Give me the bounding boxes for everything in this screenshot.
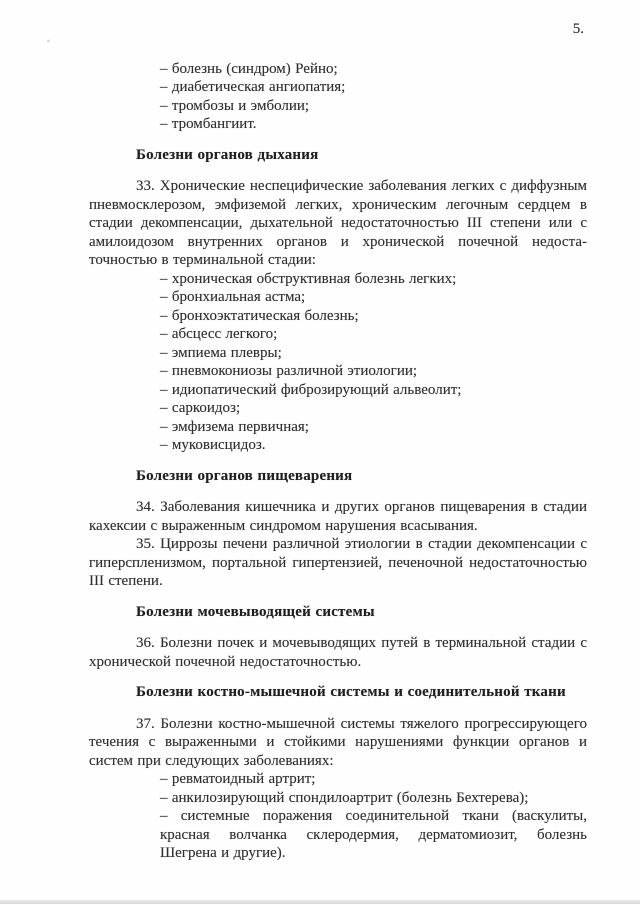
list-item: – ревматоидный артрит; <box>160 771 316 787</box>
list-item: – эмпиема плевры; <box>160 344 282 361</box>
list-item: – диабетическая ангиопатия; <box>160 79 346 95</box>
respiratory-diseases-list <box>89 270 587 455</box>
list-item: – эмфизема первичная; <box>160 418 309 435</box>
list-item: – саркоидоз; <box>160 400 241 416</box>
list-item: – бронхиальная астма; <box>160 289 306 305</box>
scan-artifact-speck <box>47 40 50 42</box>
paragraph-37: 37. Болезни костно-мышечной системы тяжелого прогрессирующего течения с выраженными и стойкими нарушениями функции органов и систем при следующих заболеваниях: <box>89 715 587 769</box>
paragraph-36: 36. Болезни почек и мочевыводящих путей в терминальной стадии с хронической почечной недостаточностью. <box>89 635 587 670</box>
section-heading-respiratory: Болезни органов дыхания <box>136 146 319 163</box>
list-item: – тромбозы и эмболии; <box>160 97 310 114</box>
paragraph-35: 35. Циррозы печени различной этиологии в стадии декомпенсации с гиперспленизмом, портальной гипертензией, печеночной недостаточностью III степени. <box>89 536 587 589</box>
list-item: – абсцесс легкого; <box>160 326 278 342</box>
section-heading-musculoskeletal: Болезни костно-мышечной системы и соединительной ткани <box>136 684 566 700</box>
section-heading-urinary: Болезни мочевыводящей системы <box>136 603 375 620</box>
list-item: – пневмокониозы различной этиологии; <box>160 363 418 379</box>
list-item: – идиопатический фиброзирующий альвеолит; <box>160 381 462 398</box>
list-item: – бронхоэктатическая болезнь; <box>160 307 359 324</box>
list-item: – анкилозирующий спондилоартрит (болезнь Бехтерева); <box>160 789 529 806</box>
section-heading-digestive: Болезни органов пищеварения <box>136 467 353 484</box>
scan-artifact-bottom-edge <box>0 900 640 904</box>
list-item: – муковисцидоз. <box>160 437 266 453</box>
list-item: – хроническая обструктивная болезнь легких; <box>160 270 457 287</box>
page-content <box>89 20 587 863</box>
page-number: 5. <box>572 21 584 37</box>
list-item: – болезнь (синдром) Рейно; <box>160 60 338 77</box>
paragraph-34: 34. Заболевания кишечника и других органов пищеварения в стадии кахексии с выраженным синдромом нарушения всасывания. <box>89 499 587 534</box>
vascular-diseases-list <box>89 60 587 134</box>
paragraph-33: 33. Хронические неспецифические заболевания легких с диффузным пневмосклерозом, эмфиземой легких, хроническим легочным сердцем в стадии декомпенсации, дыхательной недостаточностью III степени или с амилоидозом внутренних органов и хронической почечной недостаточностью в терминальной стадии: <box>89 178 587 268</box>
list-item: – системные поражения соединительной ткани (васкулиты, красная волчанка склеродермия, дерматомиозит, болезнь Шегрена и другие). <box>160 808 587 861</box>
list-item: – тромбангиит. <box>160 116 257 132</box>
musculoskeletal-diseases-list <box>89 770 587 863</box>
